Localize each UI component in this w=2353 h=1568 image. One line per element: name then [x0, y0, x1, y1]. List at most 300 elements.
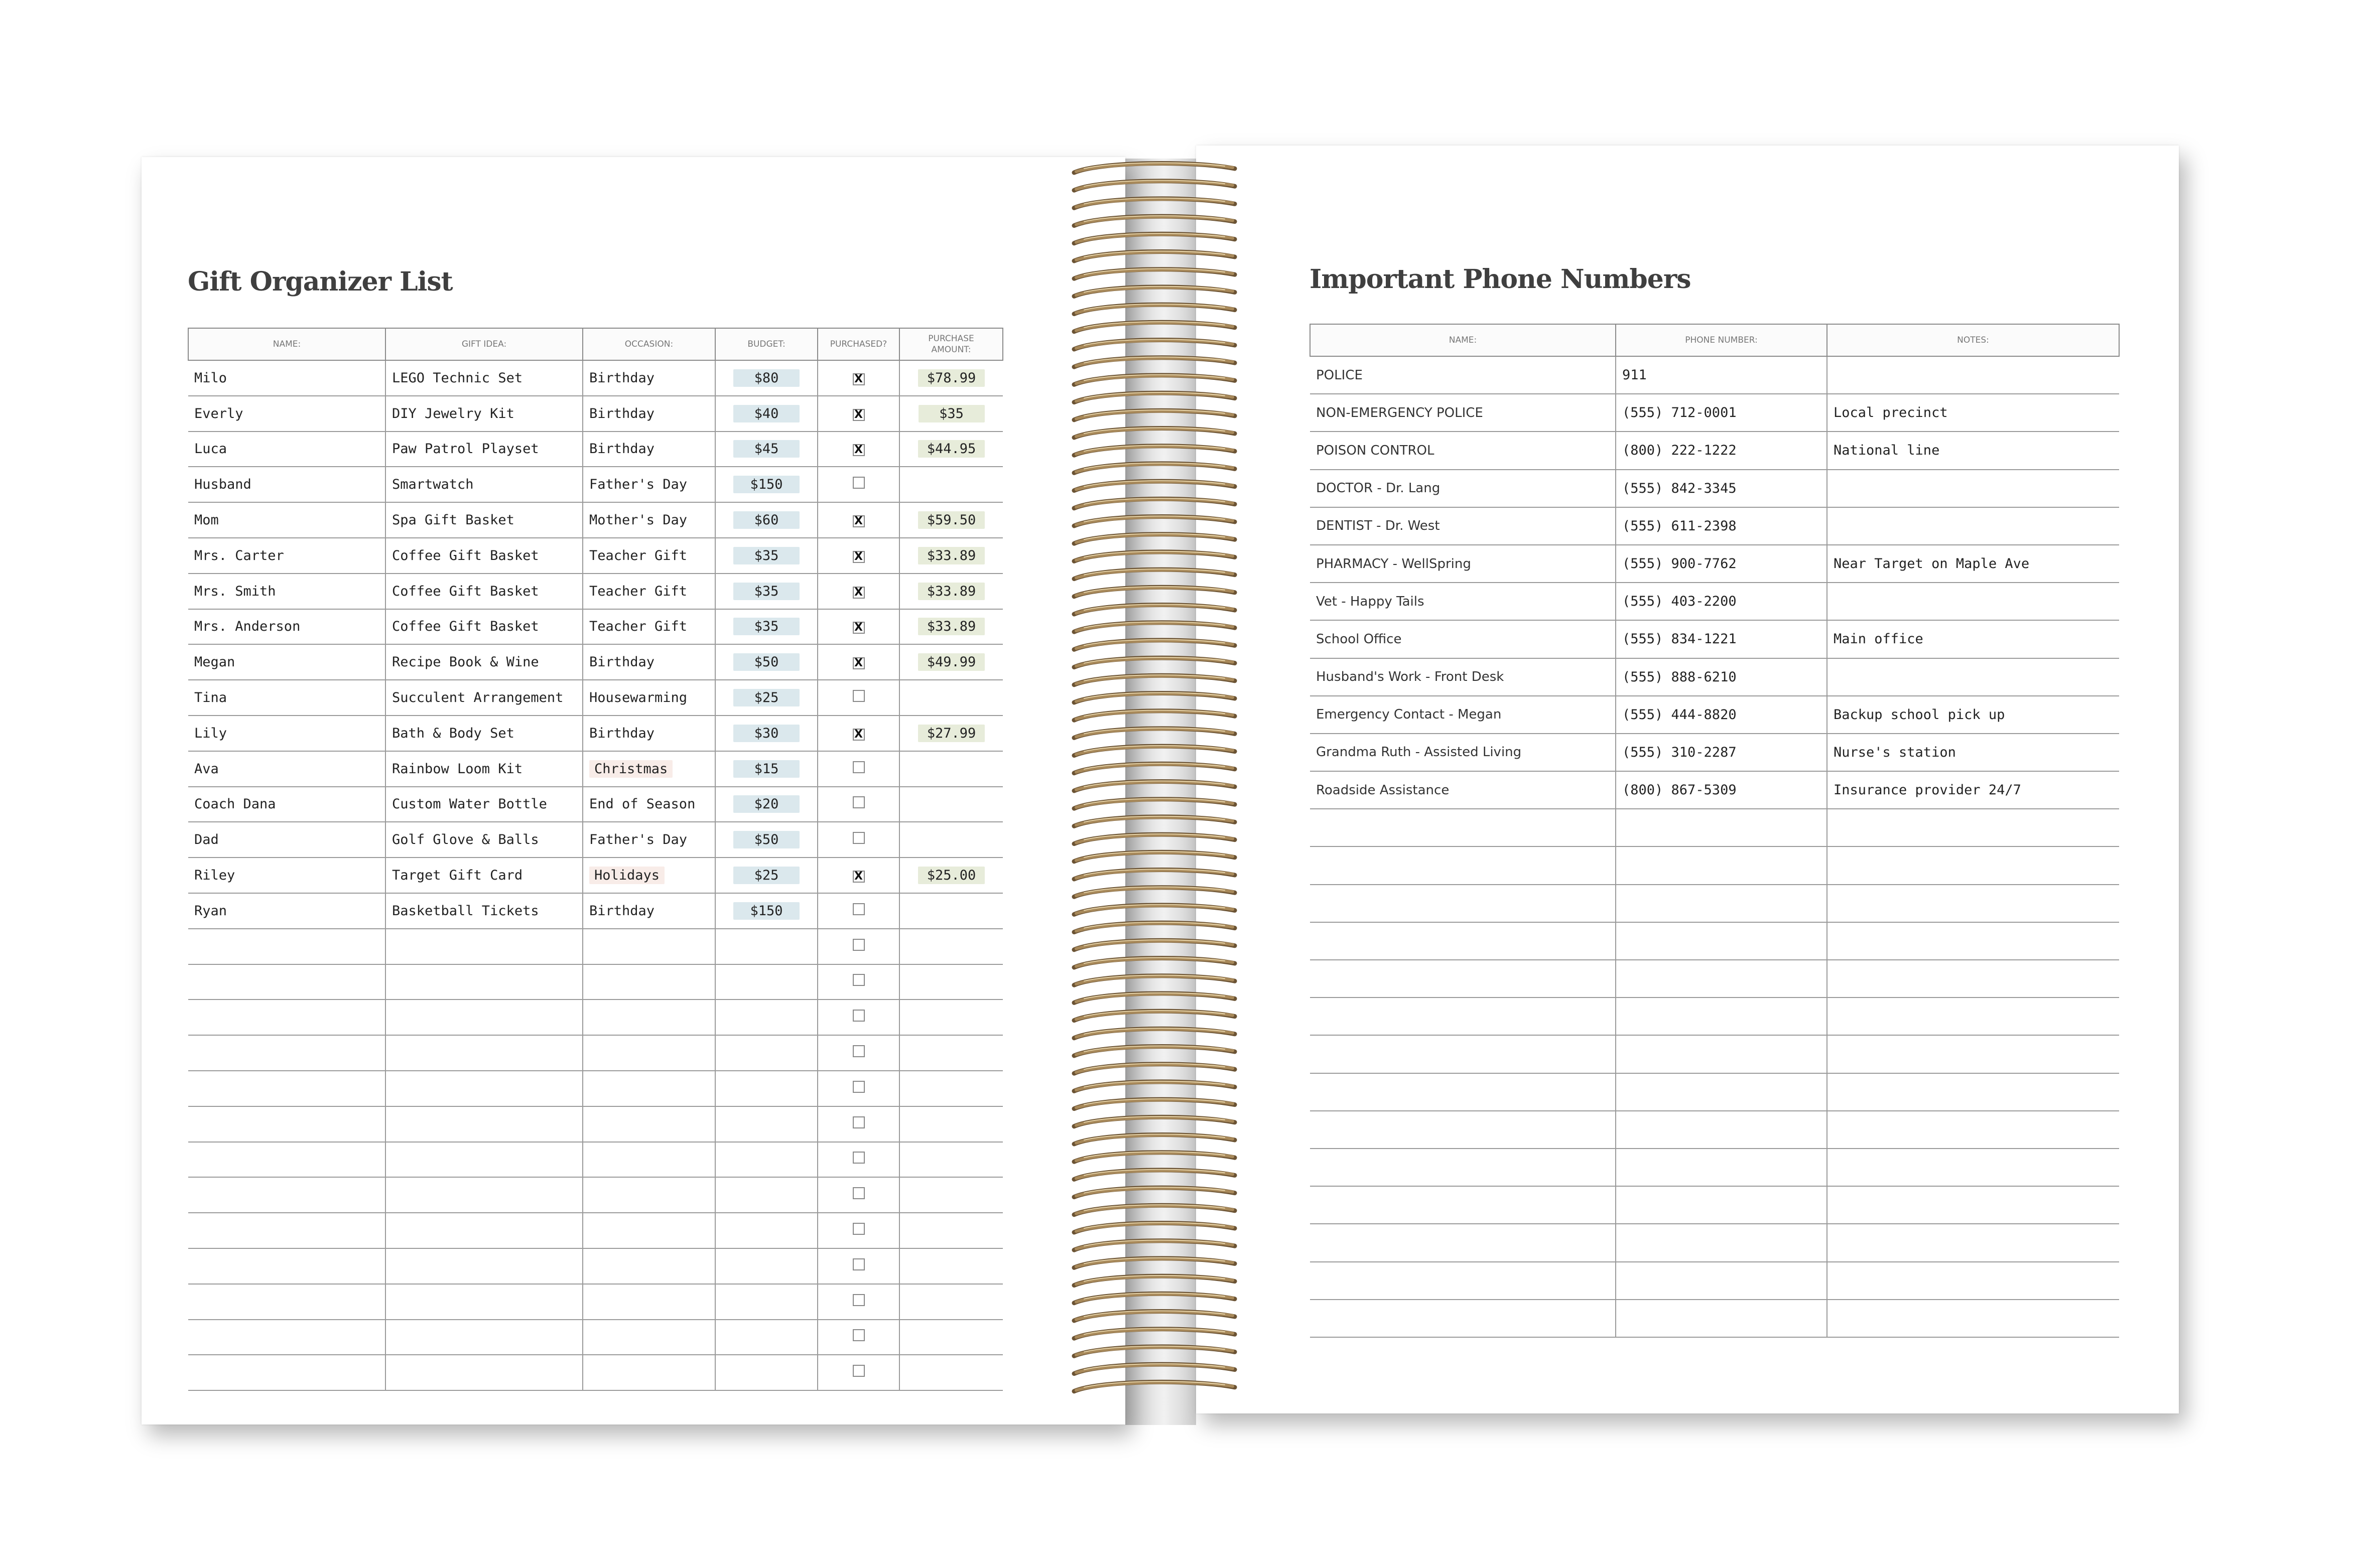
- purchased-checkbox[interactable]: X: [853, 373, 865, 385]
- binding-coil: [1074, 357, 1235, 367]
- purchased-checkbox[interactable]: [853, 1152, 865, 1164]
- purchased-cell: [818, 787, 899, 822]
- budget-value: $25: [733, 867, 800, 884]
- header-budget: BUDGET:: [715, 328, 818, 360]
- purchased-checkbox[interactable]: X: [853, 657, 865, 669]
- gift-idea-cell: Paw Patrol Playset: [385, 432, 583, 467]
- gift-idea-cell: Basketball Tickets: [385, 893, 583, 929]
- binding-coil: [1074, 1152, 1235, 1162]
- occasion-cell: [583, 1142, 715, 1178]
- binding-coil: [1074, 1046, 1235, 1056]
- binding-coil: [1074, 710, 1235, 721]
- binding-coil: [1074, 640, 1235, 650]
- purchased-checkbox[interactable]: X: [853, 729, 865, 741]
- contact-notes: Local precinct: [1827, 394, 2119, 432]
- purchase-amount-value: $33.89: [918, 618, 985, 635]
- gift-row: [188, 1035, 1003, 1071]
- purchase-amount-value: $33.89: [918, 547, 985, 564]
- contact-notes: [1827, 922, 2119, 960]
- gift-row: [188, 1320, 1003, 1355]
- budget-cell: [715, 432, 818, 467]
- gift-row: [188, 360, 1003, 396]
- binding-coil: [1074, 746, 1235, 756]
- gift-recipient-name: Ryan: [188, 893, 385, 929]
- contact-name: DENTIST - Dr. West: [1310, 507, 1616, 545]
- budget-cell: [715, 538, 818, 574]
- phone-numbers-page: [1196, 146, 2179, 1413]
- contact-notes: [1827, 507, 2119, 545]
- contact-name: [1310, 997, 1616, 1035]
- gift-row: [188, 1284, 1003, 1320]
- gift-row: [188, 1248, 1003, 1284]
- contact-name: Roadside Assistance: [1310, 771, 1616, 809]
- phone-row: [1310, 922, 2119, 960]
- purchase-amount-cell: [899, 1106, 1003, 1142]
- binding-coil: [1074, 851, 1235, 862]
- contact-notes: Nurse's station: [1827, 734, 2119, 771]
- contact-name: Emergency Contact - Megan: [1310, 696, 1616, 734]
- contact-name: School Office: [1310, 620, 1616, 658]
- gift-recipient-name: Lily: [188, 716, 385, 751]
- phone-row: [1310, 960, 2119, 997]
- binding-coil: [1074, 463, 1235, 473]
- purchased-checkbox[interactable]: [853, 1081, 865, 1093]
- occasion-cell: [583, 1248, 715, 1284]
- phone-number: (800) 867-5309: [1616, 771, 1827, 809]
- phone-number: [1616, 809, 1827, 846]
- binding-coil: [1074, 322, 1235, 332]
- gift-idea-cell: [385, 1320, 583, 1355]
- binding-coil: [1074, 1346, 1235, 1356]
- budget-value: $60: [733, 511, 800, 529]
- purchased-checkbox[interactable]: [853, 974, 865, 986]
- gift-recipient-name: Husband: [188, 467, 385, 502]
- budget-value: $50: [733, 653, 800, 671]
- purchased-checkbox[interactable]: [853, 477, 865, 489]
- phone-row: [1310, 356, 2119, 394]
- purchase-amount-cell: [899, 360, 1003, 396]
- header-contact-name: NAME:: [1310, 324, 1616, 356]
- purchased-checkbox[interactable]: [853, 903, 865, 915]
- contact-notes: [1827, 809, 2119, 846]
- contact-name: Grandma Ruth - Assisted Living: [1310, 734, 1616, 771]
- gift-recipient-name: [188, 929, 385, 964]
- gift-row: [188, 1177, 1003, 1213]
- budget-value: $50: [733, 831, 800, 848]
- purchased-checkbox[interactable]: [853, 1365, 865, 1377]
- budget-cell: [715, 574, 818, 609]
- phone-numbers-table: [1310, 324, 2120, 1338]
- budget-cell: [715, 1106, 818, 1142]
- occasion-cell: [583, 929, 715, 964]
- gift-recipient-name: [188, 1071, 385, 1106]
- purchase-amount-cell: [899, 1355, 1003, 1390]
- budget-cell: [715, 1320, 818, 1355]
- binding-coil: [1074, 1222, 1235, 1232]
- purchased-cell: [818, 858, 899, 893]
- gift-recipient-name: [188, 1248, 385, 1284]
- phone-number: 911: [1616, 356, 1827, 394]
- phone-row: [1310, 1035, 2119, 1073]
- phone-number: [1616, 1224, 1827, 1261]
- purchased-cell: [818, 964, 899, 1000]
- budget-cell: [715, 467, 818, 502]
- gift-recipient-name: Ava: [188, 751, 385, 787]
- budget-cell: [715, 1071, 818, 1106]
- purchase-amount-cell: [899, 502, 1003, 538]
- phone-row: [1310, 1262, 2119, 1300]
- purchased-cell: [818, 644, 899, 680]
- binding-coil: [1074, 1187, 1235, 1197]
- phone-number: [1616, 1262, 1827, 1300]
- phone-number: [1616, 1111, 1827, 1149]
- contact-name: [1310, 809, 1616, 846]
- purchased-checkbox[interactable]: [853, 1010, 865, 1022]
- gift-idea-cell: Recipe Book & Wine: [385, 644, 583, 680]
- occasion-cell: [583, 858, 715, 893]
- gift-idea-cell: [385, 1284, 583, 1320]
- contact-notes: [1827, 583, 2119, 620]
- contact-name: Husband's Work - Front Desk: [1310, 658, 1616, 696]
- gift-recipient-name: Coach Dana: [188, 787, 385, 822]
- budget-cell: [715, 1284, 818, 1320]
- contact-name: DOCTOR - Dr. Lang: [1310, 470, 1616, 507]
- binding-coil: [1074, 657, 1235, 667]
- contact-notes: [1827, 1073, 2119, 1111]
- occasion-cell: Birthday: [583, 396, 715, 432]
- contact-name: [1310, 1224, 1616, 1261]
- gift-idea-cell: [385, 1000, 583, 1035]
- purchased-cell: [818, 929, 899, 964]
- phone-table-header-row: [1310, 324, 2119, 356]
- purchased-checkbox[interactable]: [853, 761, 865, 773]
- purchased-checkbox[interactable]: [853, 1223, 865, 1235]
- binding-coil: [1074, 516, 1235, 526]
- binding-coil: [1074, 975, 1235, 985]
- purchased-cell: [818, 680, 899, 716]
- gift-row: [188, 1355, 1003, 1390]
- contact-notes: [1827, 1035, 2119, 1073]
- purchase-amount-cell: [899, 929, 1003, 964]
- binding-coil: [1074, 675, 1235, 685]
- purchased-cell: [818, 1142, 899, 1178]
- gift-row: [188, 751, 1003, 787]
- contact-name: PHARMACY - WellSpring: [1310, 545, 1616, 583]
- contact-notes: National line: [1827, 432, 2119, 469]
- purchased-cell: [818, 1320, 899, 1355]
- phone-number: (555) 403-2200: [1616, 583, 1827, 620]
- gift-idea-cell: LEGO Technic Set: [385, 360, 583, 396]
- binding-coil: [1074, 269, 1235, 279]
- contact-name: [1310, 1186, 1616, 1224]
- budget-value: $15: [733, 760, 800, 778]
- budget-cell: [715, 822, 818, 858]
- phone-number: [1616, 1300, 1827, 1337]
- contact-notes: Main office: [1827, 620, 2119, 658]
- header-purchase-amount-line1: PURCHASE: [928, 334, 974, 344]
- phone-number: (800) 222-1222: [1616, 432, 1827, 469]
- phone-row: [1310, 997, 2119, 1035]
- phone-row: [1310, 470, 2119, 507]
- header-name: NAME:: [188, 328, 385, 360]
- binding-coil: [1074, 251, 1235, 261]
- binding-coil: [1074, 198, 1235, 208]
- purchased-checkbox[interactable]: [853, 1116, 865, 1128]
- gift-row: [188, 574, 1003, 609]
- gift-row: [188, 538, 1003, 574]
- gift-recipient-name: [188, 1177, 385, 1213]
- purchased-checkbox[interactable]: [853, 1258, 865, 1270]
- purchased-cell: [818, 716, 899, 751]
- contact-notes: Near Target on Maple Ave: [1827, 545, 2119, 583]
- gift-row: [188, 822, 1003, 858]
- phone-number: [1616, 846, 1827, 884]
- occasion-cell: Father's Day: [583, 467, 715, 502]
- purchase-amount-cell: [899, 396, 1003, 432]
- phone-row: [1310, 545, 2119, 583]
- gift-recipient-name: Milo: [188, 360, 385, 396]
- contact-notes: [1827, 885, 2119, 922]
- purchased-cell: [818, 432, 899, 467]
- phone-number: (555) 444-8820: [1616, 696, 1827, 734]
- purchase-amount-cell: [899, 609, 1003, 645]
- phone-row: [1310, 885, 2119, 922]
- contact-name: [1310, 960, 1616, 997]
- gift-row: [188, 644, 1003, 680]
- purchase-amount-cell: [899, 538, 1003, 574]
- purchased-checkbox[interactable]: X: [853, 587, 865, 599]
- occasion-highlight: Christmas: [589, 760, 673, 778]
- occasion-cell: Housewarming: [583, 680, 715, 716]
- occasion-cell: Birthday: [583, 432, 715, 467]
- binding-coil: [1074, 498, 1235, 508]
- budget-cell: [715, 1355, 818, 1390]
- purchase-amount-cell: [899, 964, 1003, 1000]
- gift-idea-cell: Spa Gift Basket: [385, 502, 583, 538]
- gift-recipient-name: [188, 1000, 385, 1035]
- purchase-amount-cell: [899, 1035, 1003, 1071]
- occasion-cell: [583, 1000, 715, 1035]
- gift-organizer-page: [142, 157, 1125, 1424]
- phone-row: [1310, 583, 2119, 620]
- occasion-cell: End of Season: [583, 787, 715, 822]
- binding-coil: [1074, 604, 1235, 614]
- gift-organizer-table: [188, 328, 1003, 1391]
- purchased-checkbox[interactable]: X: [853, 871, 865, 883]
- binding-coil: [1074, 163, 1235, 173]
- purchased-checkbox[interactable]: [853, 690, 865, 702]
- phone-row: [1310, 846, 2119, 884]
- phone-number: [1616, 997, 1827, 1035]
- contact-notes: [1827, 1186, 2119, 1224]
- purchased-cell: [818, 396, 899, 432]
- binding-coil: [1074, 216, 1235, 226]
- phone-number: [1616, 1073, 1827, 1111]
- gift-idea-cell: [385, 1177, 583, 1213]
- contact-notes: Backup school pick up: [1827, 696, 2119, 734]
- occasion-cell: [583, 751, 715, 787]
- contact-name: Vet - Happy Tails: [1310, 583, 1616, 620]
- binding-coil: [1074, 233, 1235, 243]
- binding-coil: [1074, 481, 1235, 491]
- contact-notes: [1827, 1300, 2119, 1337]
- purchase-amount-value: $59.50: [918, 511, 985, 529]
- binding-coil: [1074, 622, 1235, 632]
- purchased-checkbox[interactable]: [853, 939, 865, 951]
- occasion-cell: Teacher Gift: [583, 574, 715, 609]
- purchased-checkbox[interactable]: X: [853, 515, 865, 527]
- budget-cell: [715, 644, 818, 680]
- gift-organizer-title: Gift Organizer List: [188, 266, 453, 297]
- purchase-amount-cell: [899, 787, 1003, 822]
- binding-coil: [1074, 1099, 1235, 1109]
- binding-coil: [1074, 1275, 1235, 1286]
- purchased-checkbox[interactable]: X: [853, 551, 865, 563]
- gift-recipient-name: Mom: [188, 502, 385, 538]
- budget-value: $25: [733, 689, 800, 706]
- phone-number: (555) 611-2398: [1616, 507, 1827, 545]
- phone-number: (555) 842-3345: [1616, 470, 1827, 507]
- purchase-amount-value: $78.99: [918, 369, 985, 387]
- gift-recipient-name: Riley: [188, 858, 385, 893]
- purchased-checkbox[interactable]: [853, 1294, 865, 1306]
- phone-row: [1310, 1073, 2119, 1111]
- phone-number: [1616, 1186, 1827, 1224]
- budget-cell: [715, 893, 818, 929]
- contact-notes: Insurance provider 24/7: [1827, 771, 2119, 809]
- header-purchase-amount: [899, 328, 1003, 360]
- gift-idea-cell: [385, 1213, 583, 1248]
- gift-recipient-name: [188, 1320, 385, 1355]
- purchase-amount-value: $25.00: [918, 867, 985, 884]
- gift-idea-cell: Smartwatch: [385, 467, 583, 502]
- budget-value: $40: [733, 405, 800, 422]
- purchased-checkbox[interactable]: [853, 796, 865, 808]
- gift-row: [188, 1213, 1003, 1248]
- gift-row: [188, 680, 1003, 716]
- phone-row: [1310, 1186, 2119, 1224]
- binding-coil: [1074, 922, 1235, 932]
- budget-value: $150: [733, 476, 800, 493]
- gift-row: [188, 609, 1003, 645]
- phone-number: (555) 888-6210: [1616, 658, 1827, 696]
- purchased-checkbox[interactable]: [853, 1045, 865, 1057]
- contact-notes: [1827, 1111, 2119, 1149]
- gift-idea-cell: [385, 1355, 583, 1390]
- gift-idea-cell: Golf Glove & Balls: [385, 822, 583, 858]
- contact-notes: [1827, 1149, 2119, 1186]
- binding-coil: [1074, 1364, 1235, 1374]
- purchase-amount-cell: [899, 751, 1003, 787]
- purchased-checkbox[interactable]: [853, 1187, 865, 1199]
- gift-row: [188, 929, 1003, 964]
- budget-cell: [715, 929, 818, 964]
- budget-value: $35: [733, 583, 800, 600]
- occasion-cell: Mother's Day: [583, 502, 715, 538]
- spiral-binding: [1069, 151, 1260, 1405]
- binding-coil: [1074, 869, 1235, 879]
- phone-row: [1310, 432, 2119, 469]
- purchase-amount-cell: [899, 1000, 1003, 1035]
- contact-notes: [1827, 356, 2119, 394]
- binding-coil: [1074, 287, 1235, 297]
- budget-cell: [715, 1177, 818, 1213]
- contact-name: [1310, 1111, 1616, 1149]
- phone-number: (555) 900-7762: [1616, 545, 1827, 583]
- binding-coil: [1074, 569, 1235, 579]
- occasion-cell: [583, 1177, 715, 1213]
- purchase-amount-cell: [899, 467, 1003, 502]
- binding-coil: [1074, 1381, 1235, 1391]
- contact-name: [1310, 1073, 1616, 1111]
- gift-recipient-name: [188, 964, 385, 1000]
- purchase-amount-value: $49.99: [918, 653, 985, 671]
- binding-coil: [1074, 1293, 1235, 1303]
- binding-coil: [1074, 587, 1235, 597]
- purchased-cell: [818, 1000, 899, 1035]
- binding-coil: [1074, 446, 1235, 456]
- budget-value: $45: [733, 440, 800, 458]
- purchase-amount-cell: [899, 1213, 1003, 1248]
- binding-coil: [1074, 1064, 1235, 1074]
- purchased-checkbox[interactable]: [853, 1329, 865, 1341]
- gift-recipient-name: [188, 1355, 385, 1390]
- purchase-amount-cell: [899, 1284, 1003, 1320]
- binding-coil: [1074, 781, 1235, 791]
- gift-idea-cell: Bath & Body Set: [385, 716, 583, 751]
- budget-value: $35: [733, 618, 800, 635]
- purchased-checkbox[interactable]: X: [853, 444, 865, 456]
- gift-recipient-name: [188, 1213, 385, 1248]
- header-purchase-amount-line2: AMOUNT:: [931, 345, 971, 355]
- gift-row: [188, 432, 1003, 467]
- gift-row: [188, 787, 1003, 822]
- purchased-cell: [818, 360, 899, 396]
- binding-coil: [1074, 427, 1235, 438]
- purchased-cell: [818, 574, 899, 609]
- gift-recipient-name: Mrs. Smith: [188, 574, 385, 609]
- purchased-cell: [818, 1248, 899, 1284]
- purchase-amount-cell: [899, 893, 1003, 929]
- occasion-cell: [583, 1284, 715, 1320]
- budget-cell: [715, 1213, 818, 1248]
- phone-number: (555) 712-0001: [1616, 394, 1827, 432]
- gift-idea-cell: [385, 1035, 583, 1071]
- occasion-cell: [583, 1213, 715, 1248]
- gift-row: [188, 893, 1003, 929]
- contact-notes: [1827, 1262, 2119, 1300]
- phone-number: [1616, 885, 1827, 922]
- binding-coil: [1074, 1311, 1235, 1321]
- header-notes: NOTES:: [1827, 324, 2119, 356]
- binding-coil: [1074, 375, 1235, 385]
- binding-coil: [1074, 940, 1235, 950]
- binding-coil: [1074, 834, 1235, 844]
- phone-table-body: [1310, 356, 2119, 1337]
- binding-coil: [1074, 1170, 1235, 1180]
- gift-recipient-name: Tina: [188, 680, 385, 716]
- gift-row: [188, 964, 1003, 1000]
- binding-coil: [1074, 1240, 1235, 1250]
- purchase-amount-value: $27.99: [918, 725, 985, 742]
- occasion-cell: Father's Day: [583, 822, 715, 858]
- binding-coil: [1074, 304, 1235, 314]
- binding-coil: [1074, 905, 1235, 915]
- purchased-checkbox[interactable]: X: [853, 409, 865, 421]
- gift-table-header-row: [188, 328, 1003, 360]
- purchased-checkbox[interactable]: [853, 832, 865, 844]
- purchased-checkbox[interactable]: X: [853, 622, 865, 634]
